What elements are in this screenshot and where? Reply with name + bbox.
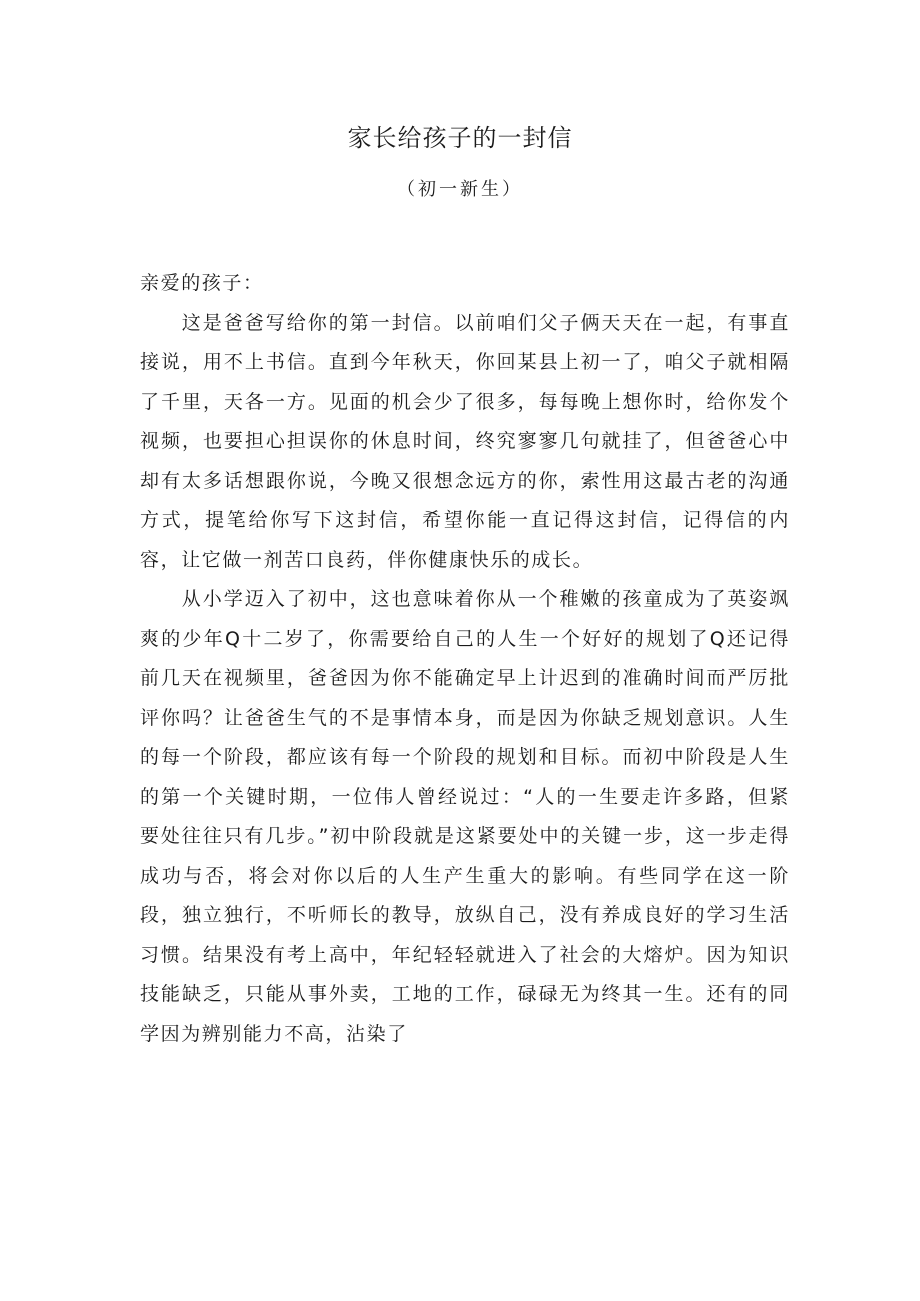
document-subtitle: （初一新生） — [397, 179, 523, 200]
document-title: 家长给孩子的一封信 — [347, 124, 573, 152]
paragraph: 这是爸爸写给你的第一封信。以前咱们父子俩天天在一起，有事直接说，用不上书信。直到今年秋天，你回某县上初一了，咱父子就相隔了千里，天各一方。见面的机会少了很多，每每晚上想你时，给你发个视频，也要担心担误你的休息时间，终究寥寥几句就挂了，但爸爸心中却有太多话想跟你说，今晚又很想念远方的你，索性用这最古老的沟通方式，提笔给你写下这封信，希望你能一直记得这封信，记得信的内容，让它做一剂苦口良药，伴你健康快乐的成长。 — [140, 311, 790, 571]
paragraph: 从小学迈入了初中，这也意味着你从一个稚嫩的孩童成为了英姿飒爽的少年Q十二岁了，你需要给自己的人生一个好好的规划了Q还记得前几天在视频里，爸爸因为你不能确定早上计迟到的准确时间而严厉批评你吗？让爸爸生气的不是事情本身，而是因为你缺乏规划意识。人生的每一个阶段，都应该有每一个阶段的规划和目标。而初中阶段是人生的第一个关键时期，一位伟人曾经说过：“人的一生要走许多路，但紧要处往往只有几步。”初中阶段就是这紧要处中的关键一步，这一步走得成功与否，将会对你以后的人生产生重大的影响。有些同学在这一阶段，独立独行，不听师长的教导，放纵自己，没有养成良好的学习生活习惯。结果没有考上高中，年纪轻轻就进入了社会的大熔炉。因为知识技能缺乏，只能从事外卖，工地的工作，碌碌无为终其一生。还有的同学因为辨别能力不高，沾染了 — [140, 588, 790, 1045]
salutation: 亲爱的孩子： — [140, 272, 264, 294]
letter-body — [140, 264, 790, 1054]
